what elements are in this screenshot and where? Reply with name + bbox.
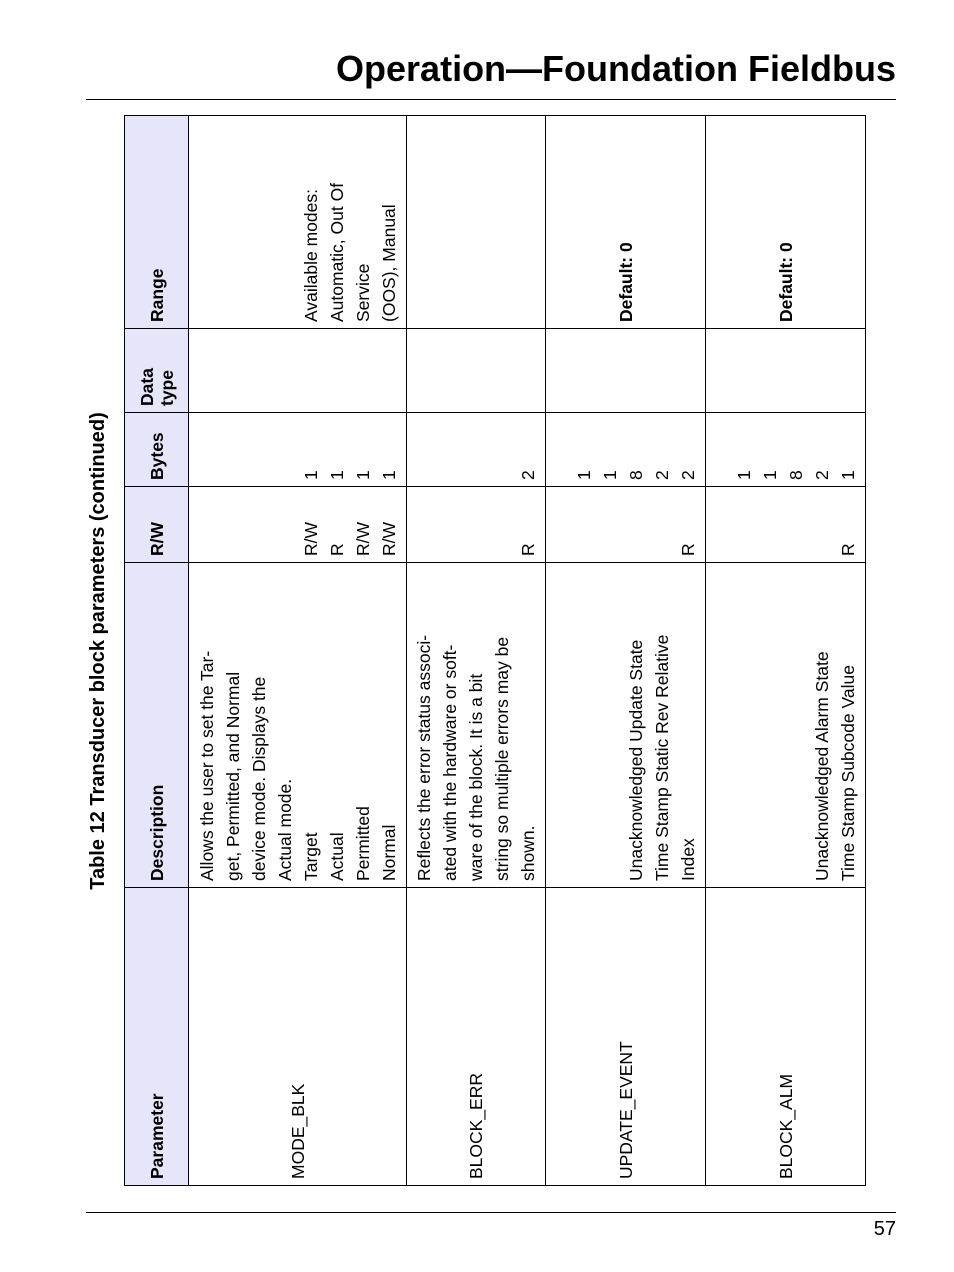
- cell-bytes: [706, 413, 866, 487]
- cell-range: [189, 116, 407, 329]
- rw-value: R: [518, 543, 538, 556]
- range-line: Available modes:: [301, 189, 321, 322]
- description-line: ated with the hardware or soft-: [440, 644, 460, 881]
- blank-line: [246, 419, 272, 480]
- range-line: (OOS), Manual: [379, 204, 399, 322]
- page-header-title: Operation—Foundation Fieldbus: [336, 48, 896, 89]
- cell-description: [407, 563, 546, 888]
- bytes-value: 1: [379, 470, 399, 480]
- column-header-parameter: Parameter: [125, 888, 189, 1186]
- description-line: get, Permitted, and Normal: [223, 671, 243, 881]
- bytes-value: 1: [760, 470, 780, 480]
- blank-line: [463, 419, 489, 480]
- table-row: [706, 116, 866, 1186]
- description-line: Unacknowledged Update State: [626, 639, 646, 881]
- blank-line: [623, 493, 649, 556]
- bytes-value: 2: [812, 470, 832, 480]
- bytes-value: 8: [626, 470, 646, 480]
- bytes-value: 1: [734, 470, 754, 480]
- blank-line: [194, 493, 220, 556]
- description-line: string so multiple errors may be: [492, 636, 512, 881]
- range-line: Default: 0: [775, 242, 796, 322]
- description-line: ware of the block. It is a bit: [466, 673, 486, 881]
- cell-rw: [407, 487, 546, 563]
- bytes-value: 8: [786, 470, 806, 480]
- blank-line: [809, 493, 835, 556]
- description-line: Allows the user to set the Tar-: [197, 650, 217, 881]
- table-row: [546, 116, 706, 1186]
- data-type-line: type: [156, 370, 177, 406]
- description-line: Permitted: [353, 806, 373, 881]
- cell-rw: [189, 487, 407, 563]
- description-line: Index: [678, 838, 698, 881]
- blank-line: [489, 493, 515, 556]
- cell-rw: [546, 487, 706, 563]
- bytes-value: 2: [518, 470, 538, 480]
- cell-data-type: [546, 329, 706, 413]
- blank-line: [220, 419, 246, 480]
- description-line: Time Stamp Subcode Value: [838, 665, 858, 881]
- cell-parameter: [189, 888, 407, 1186]
- column-header-rw: R/W: [125, 487, 189, 563]
- rotated-table-block: [80, 116, 864, 1186]
- cell-bytes: [546, 413, 706, 487]
- range-line: Automatic, Out Of: [327, 182, 347, 322]
- blank-line: [272, 419, 298, 480]
- description-line: Target: [301, 832, 321, 881]
- footer-rule: [86, 1212, 896, 1213]
- cell-rw: [706, 487, 866, 563]
- cell-range: [407, 116, 546, 329]
- description-line: Actual mode.: [275, 778, 295, 881]
- rw-value: R: [838, 543, 858, 556]
- table-header-row: [125, 116, 189, 1186]
- blank-line: [194, 419, 220, 480]
- parameter-name: UPDATE_EVENT: [615, 1041, 636, 1179]
- parameter-name: BLOCK_ERR: [466, 1072, 486, 1179]
- bytes-value: 1: [838, 470, 858, 480]
- cell-data-type: [189, 329, 407, 413]
- bytes-value: 1: [574, 470, 594, 480]
- blank-line: [272, 493, 298, 556]
- cell-parameter: [706, 888, 866, 1186]
- column-header-description: Description: [125, 563, 189, 888]
- page-number: 57: [873, 1218, 896, 1240]
- blank-line: [783, 493, 809, 556]
- table-caption: Table 12 Transducer block parameters (continued): [87, 412, 109, 890]
- bytes-value: 2: [652, 470, 672, 480]
- description-line: Time Stamp Static Rev Relative: [652, 634, 672, 881]
- cell-description: [189, 563, 407, 888]
- bytes-value: 1: [301, 470, 321, 480]
- description-line: Unacknowledged Alarm State: [812, 651, 832, 881]
- blank-line: [649, 493, 675, 556]
- range-line: Default: 0: [615, 242, 636, 322]
- description-line: shown.: [518, 825, 538, 881]
- table-row: [407, 116, 546, 1186]
- cell-range: [546, 116, 706, 329]
- cell-data-type: [407, 329, 546, 413]
- cell-bytes: [189, 413, 407, 487]
- column-header-data-type: [125, 329, 189, 413]
- description-line: Normal: [379, 824, 399, 881]
- description-line: device mode. Displays the: [249, 676, 269, 881]
- rw-value: R/W: [353, 521, 373, 556]
- header-rule: [86, 99, 896, 100]
- bytes-value: 1: [600, 470, 620, 480]
- rw-value: R: [678, 543, 698, 556]
- cell-data-type: [706, 329, 866, 413]
- blank-line: [246, 493, 272, 556]
- parameter-name: BLOCK_ALM: [775, 1073, 796, 1179]
- cell-parameter: [546, 888, 706, 1186]
- data-type-line: Data: [136, 368, 157, 406]
- cell-bytes: [407, 413, 546, 487]
- bytes-value: 1: [327, 470, 347, 480]
- cell-range: [706, 116, 866, 329]
- transducer-block-parameters-table: [124, 115, 866, 1186]
- column-header-bytes: Bytes: [125, 413, 189, 487]
- description-line: Actual: [327, 832, 347, 881]
- table-row: [189, 116, 407, 1186]
- rw-value: R: [327, 543, 347, 556]
- column-header-range: Range: [125, 116, 189, 329]
- blank-line: [463, 493, 489, 556]
- bytes-value: 2: [678, 470, 698, 480]
- description-line: Reflects the error status associ-: [414, 634, 434, 881]
- cell-description: [706, 563, 866, 888]
- blank-line: [489, 419, 515, 480]
- bytes-value: 1: [353, 470, 373, 480]
- rw-value: R/W: [301, 521, 321, 556]
- blank-line: [220, 493, 246, 556]
- cell-description: [546, 563, 706, 888]
- range-line: Service: [353, 263, 373, 322]
- cell-parameter: [407, 888, 546, 1186]
- parameter-name: MODE_BLK: [287, 1083, 308, 1179]
- rw-value: R/W: [379, 521, 399, 556]
